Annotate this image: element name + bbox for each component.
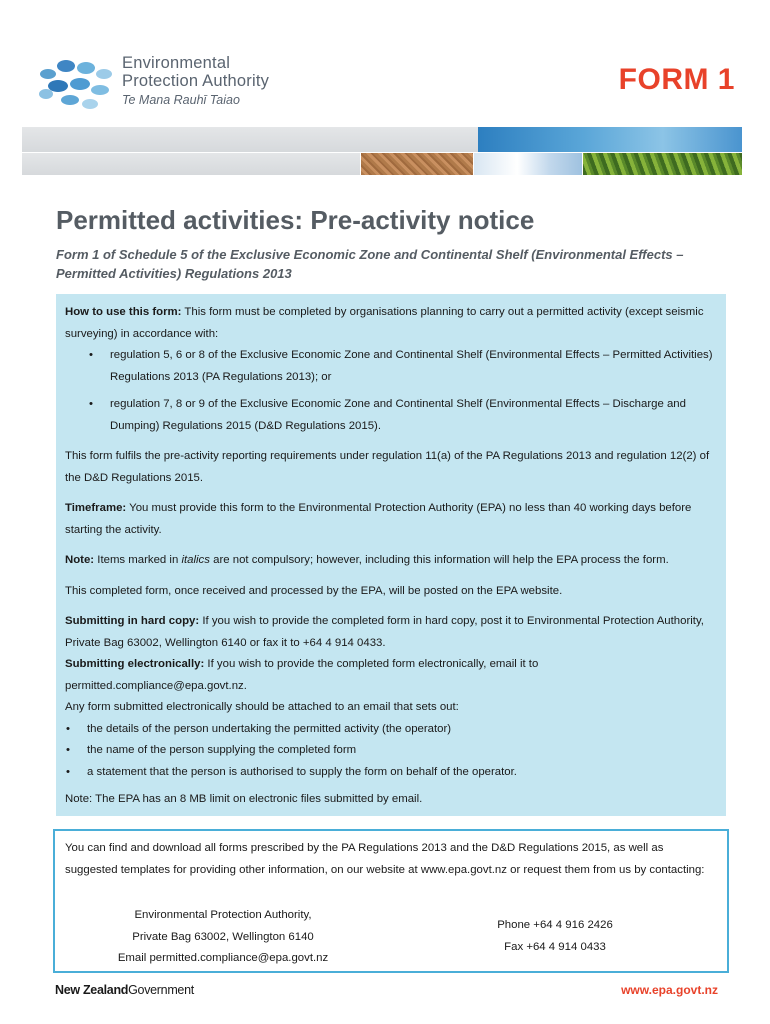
hardcopy-paragraph: [65, 611, 718, 654]
logo-line2: Protection Authority: [122, 72, 270, 90]
list-item: • the details of the person undertaking the permitted activity (the operator): [87, 719, 718, 741]
contact-fax: Fax +64 4 914 0433: [504, 940, 606, 953]
how-to-use-paragraph: [65, 302, 718, 345]
list-item: • a statement that the person is authorised to supply the form on behalf of the operator.: [87, 762, 718, 784]
email-contents-list: [65, 719, 718, 784]
contact-org: Environmental Protection Authority,: [134, 909, 312, 921]
form-number-label: FORM 1: [618, 63, 735, 96]
note-post-text: are not compulsory; however, including this information will help the EPA process the form.: [209, 554, 669, 566]
posted-paragraph: This completed form, once received and processed by the EPA, will be posted on the EPA website.: [65, 584, 563, 597]
electronic-label: Submitting electronically:: [65, 658, 205, 670]
epa-logo: [36, 54, 296, 124]
logo-line1: Environmental: [122, 54, 231, 72]
timeframe-text: You must provide this form to the Environmental Protection Authority (EPA) no less than 40 working days before starting the activity.: [65, 502, 692, 536]
list-item: • regulation 7, 8 or 9 of the Exclusive Economic Zone and Continental Shelf (Environmental Effects – Discharge and Dumping) Regulations 2015 (D&D Regulations 2015).: [110, 394, 718, 437]
size-limit-note: Note: The EPA has an 8 MB limit on electronic files submitted by email.: [65, 793, 423, 805]
epa-logo-mark-icon: [36, 58, 114, 114]
timeframe-label: Timeframe:: [65, 502, 127, 514]
contact-address-block: [103, 905, 343, 970]
nz-government-bold: New Zealand: [55, 983, 129, 997]
note-pre-text: Items marked in: [94, 554, 182, 566]
page-subtitle: Form 1 of Schedule 5 of the Exclusive Economic Zone and Continental Shelf (Environmental Effects – Permitted Activities) Regulations 2013: [56, 247, 684, 281]
nz-government-text: Government: [128, 983, 194, 997]
page-title: Permitted activities: Pre-activity notice: [56, 205, 535, 235]
website-link[interactable]: www.epa.govt.nz: [621, 983, 718, 997]
sky-photo: [474, 153, 582, 175]
how-to-use-label: How to use this form:: [65, 306, 182, 318]
how-to-use-text: This form must be completed by organisations planning to carry out a permitted activity (except seismic surveying) in accordance with:: [65, 306, 704, 340]
hardcopy-label: Submitting in hard copy:: [65, 615, 200, 627]
list-item: • the name of the person supplying the completed form: [87, 740, 718, 762]
contact-intro: You can find and download all forms prescribed by the PA Regulations 2013 and the D&D Regulations 2015, as well as suggested templates for providing other information, on our website at www.epa.govt.nz or request them from us by contacting:: [65, 842, 705, 876]
fulfils-paragraph: This form fulfils the pre-activity reporting requirements under regulation 11(a) of the PA Regulations 2013 and regulation 12(2) of the D&D Regulations 2015.: [65, 450, 710, 484]
note-paragraph: [65, 550, 718, 572]
timeframe-paragraph: [65, 498, 718, 541]
fern-photo: [583, 153, 742, 175]
note-italic-text: italics: [181, 554, 210, 566]
water-photo: [478, 127, 742, 152]
contact-phone: Phone +64 4 916 2426: [497, 919, 613, 931]
contact-phone-block: [455, 915, 655, 958]
electronic-text: If you wish to provide the completed form electronically, email it to permitted.compliance@epa.govt.nz.: [65, 658, 539, 692]
regulation-list: [65, 345, 718, 437]
nz-government-logo: [55, 983, 194, 997]
logo-line3: Te Mana Rauhī Taiao: [122, 93, 240, 107]
instructions-box: [56, 294, 726, 816]
contact-address: Private Bag 63002, Wellington 6140: [132, 930, 314, 943]
sand-photo: [361, 153, 473, 175]
note-label: Note:: [65, 554, 95, 566]
electronic-paragraph: [65, 654, 718, 697]
contact-email: Email permitted.compliance@epa.govt.nz: [117, 952, 329, 964]
banner-bottom-bar: [22, 153, 360, 175]
hardcopy-text: If you wish to provide the completed form in hard copy, post it to Environmental Protection Authority, Private Bag 63002, Wellington 6140 or fax it to +64 4 914 0433.: [65, 615, 704, 649]
attached-paragraph: Any form submitted electronically should be attached to an email that sets out:: [65, 701, 459, 713]
list-item: • regulation 5, 6 or 8 of the Exclusive Economic Zone and Continental Shelf (Environmental Effects – Permitted Activities) Regulations 2013 (PA Regulations 2013); or: [110, 345, 718, 388]
contact-box: [53, 829, 729, 973]
